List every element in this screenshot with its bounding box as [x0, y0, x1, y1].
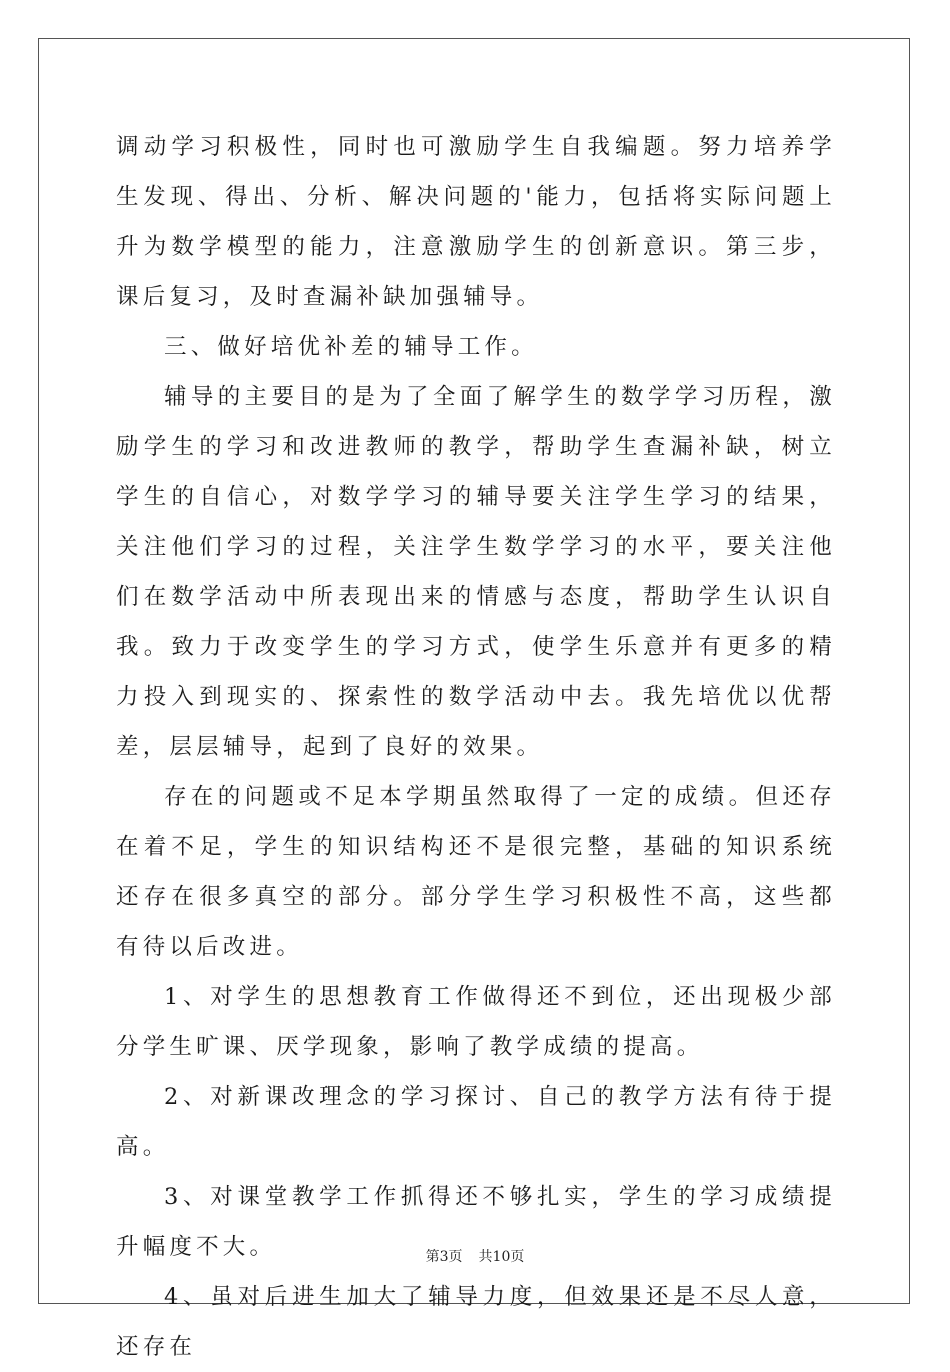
paragraph: 调动学习积极性，同时也可激励学生自我编题。努力培养学生发现、得出、分析、解决问题的'能力，包括将实际问题上升为数学模型的能力，注意激励学生的创新意识。第三步，课后复习，及时查漏补缺加强辅导。: [116, 134, 836, 310]
paragraph: 辅导的主要目的是为了全面了解学生的数学学习历程，激励学生的学习和改进教师的教学，帮助学生查漏补缺，树立学生的自信心，对数学学习的辅导要关注学生学习的结果，关注他们学习的过程，关注学生数学学习的水平，要关注他们在数学活动中所表现出来的情感与态度，帮助学生认识自我。致力于改变学生的学习方式，使学生乐意并有更多的精力投入到现实的、探索性的数学活动中去。我先培优以优帮差，层层辅导，起到了良好的效果。: [116, 384, 836, 760]
section-heading: 三、做好培优补差的辅导工作。: [164, 334, 538, 360]
page-footer: [0, 1246, 950, 1266]
paragraph: 存在的问题或不足本学期虽然取得了一定的成绩。但还存在着不足，学生的知识结构还不是很完整，基础的知识系统还存在很多真空的部分。部分学生学习积极性不高，这些都有待以后改进。: [116, 784, 836, 960]
page-number-current: 第3页: [425, 1249, 463, 1265]
document-body: [116, 122, 836, 1372]
list-item: 2、对新课改理念的学习探讨、自己的教学方法有待于提高。: [116, 1084, 836, 1160]
list-item: 4、虽对后进生加大了辅导力度，但效果还是不尽人意，还存在: [116, 1284, 836, 1360]
list-item: 1、对学生的思想教育工作做得还不到位，还出现极少部分学生旷课、厌学现象，影响了教学成绩的提高。: [116, 984, 836, 1060]
list-item: 3、对课堂教学工作抓得还不够扎实，学生的学习成绩提升幅度不大。: [116, 1184, 836, 1260]
page-number-total: 共10页: [478, 1249, 525, 1265]
